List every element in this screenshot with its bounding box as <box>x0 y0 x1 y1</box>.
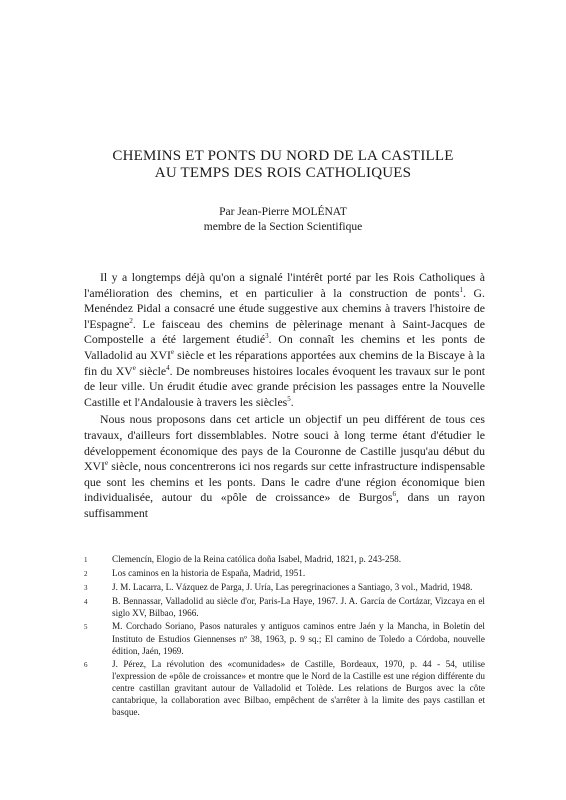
footnote-ref: 5 <box>287 394 291 403</box>
footnote-ref: 2 <box>129 316 133 325</box>
footnote-number: 5 <box>84 623 88 632</box>
footnote <box>84 553 485 566</box>
text-run: siècle, nous concentrerons ici nos regards sur cette infrastructure indispensable que sont les chemins et les ponts. Dans le cadre d'une région économique bien individualisée, autour du «pôle de croissance» de Burgos <box>84 459 485 505</box>
text-run: . De nombreuses histoires locales évoquent les travaux sur le pont de leur ville. Un érudit étudie avec grande précision les passages entre la Nouvelle Castille et l'Andalousie à travers les siècles <box>84 363 486 409</box>
footnote-text: J. M. Lacarra, L. Vázquez de Parga, J. Uría, Las peregrinaciones a Santiago, 3 vol., Madrid, 1948. <box>112 582 473 593</box>
footnote <box>84 620 485 656</box>
text-run: , dans un rayon suffisamment <box>84 490 485 520</box>
footnote-text: Clemencín, Elogio de la Reina católica doña Isabel, Madrid, 1821, p. 243-258. <box>112 554 402 564</box>
author-affiliation: membre de la Section Scientifique <box>203 221 363 233</box>
footnote-number: 6 <box>84 660 88 669</box>
footnote-text: M. Corchado Soriano, Pasos naturales y antiguos caminos entre Jaén y la Mancha, in Boletín del Instituto de Estudios Giennenses nº 38, 1963, p. 9 sq.; El camino de Toledo a Córdoba, nouvelle édition, Jaén, 1969. <box>112 621 485 656</box>
footnote-ref: 4 <box>166 363 170 372</box>
century-suffix: e <box>132 363 136 372</box>
text-run: Nous nous proposons dans cet article un objectif un peu différent de tous ces travaux, d'ailleurs fort dissemblables. Notre souci à long terme étant d'étudier le développement économique des pays de la Couronne de Castille jusqu'au début du XVI <box>84 412 485 474</box>
footnote-ref: 3 <box>265 332 269 341</box>
footnote-number: 4 <box>84 598 88 607</box>
footnote-text: B. Bennassar, Valladolid au siècle d'or, Paris-La Haye, 1967. J. A. García de Cortázar, Vizcaya en el siglo XV, Bilbao, 1966. <box>112 596 485 619</box>
title-line-2: AU TEMPS DES ROIS CATHOLIQUES <box>154 165 412 181</box>
footnote-text: J. Pérez, La révolution des «comunidades» de Castille, Bordeaux, 1970, p. 44 - 54, utilise l'expression de «pôle de croissance» et montre que le Nord de la Castille est une région différente du centre castillan gravitant autour de Valladolid et Tolède. Les relations de Burgos avec la côte cantabrique, la collaboration avec Bilbao, empêchent de s'arrêter à la limite des pays castillan et basque. <box>112 658 485 718</box>
text-run: . G. Menéndez Pidal a consacré une étude suggestive aux chemins à travers l'histoire de l'Espagne <box>84 285 485 331</box>
author-block <box>60 205 506 235</box>
footnote-number: 3 <box>84 584 88 593</box>
footnote <box>84 658 485 718</box>
footnotes <box>84 553 485 719</box>
footnote-ref: 1 <box>459 285 464 294</box>
title-line-1: CHEMINS ET PONTS DU NORD DE LA CASTILLE <box>112 148 454 164</box>
paragraph-2 <box>84 412 485 521</box>
text-run: . <box>290 394 294 409</box>
text-run: . On connaît les chemins et les ponts de Valladolid au XVI <box>84 332 485 362</box>
byline <box>60 205 506 220</box>
footnote-number: 1 <box>84 556 88 564</box>
footnote-number: 2 <box>84 570 88 579</box>
footnote-ref: 6 <box>392 490 397 499</box>
footnote <box>84 595 485 619</box>
century-suffix: e <box>104 459 109 468</box>
century-suffix: e <box>170 348 175 357</box>
text-run: Il y a longtemps déjà qu'on a signalé l'intérêt porté par les Rois Catholiques à l'amélioration des chemins, et en particulier à la construction de ponts <box>84 270 485 300</box>
author-name: Jean-Pierre MOLÉNAT <box>237 206 347 218</box>
article-title <box>60 148 506 182</box>
footnote <box>84 581 485 594</box>
text-run: siècle <box>135 363 167 378</box>
byline-prefix: Par <box>219 206 235 218</box>
article-body <box>84 270 485 524</box>
paragraph-1 <box>84 270 485 410</box>
text-run: . Le faisceau des chemins de pèlerinage menant à Saint-Jacques de Compostelle a été largement étudié <box>84 316 485 347</box>
text-run: siècle et les réparations apportées aux chemins de la Biscaye à la fin du XV <box>84 347 485 378</box>
footnote-text: Los caminos en la historia de España, Madrid, 1951. <box>112 568 306 579</box>
footnote <box>84 567 485 580</box>
